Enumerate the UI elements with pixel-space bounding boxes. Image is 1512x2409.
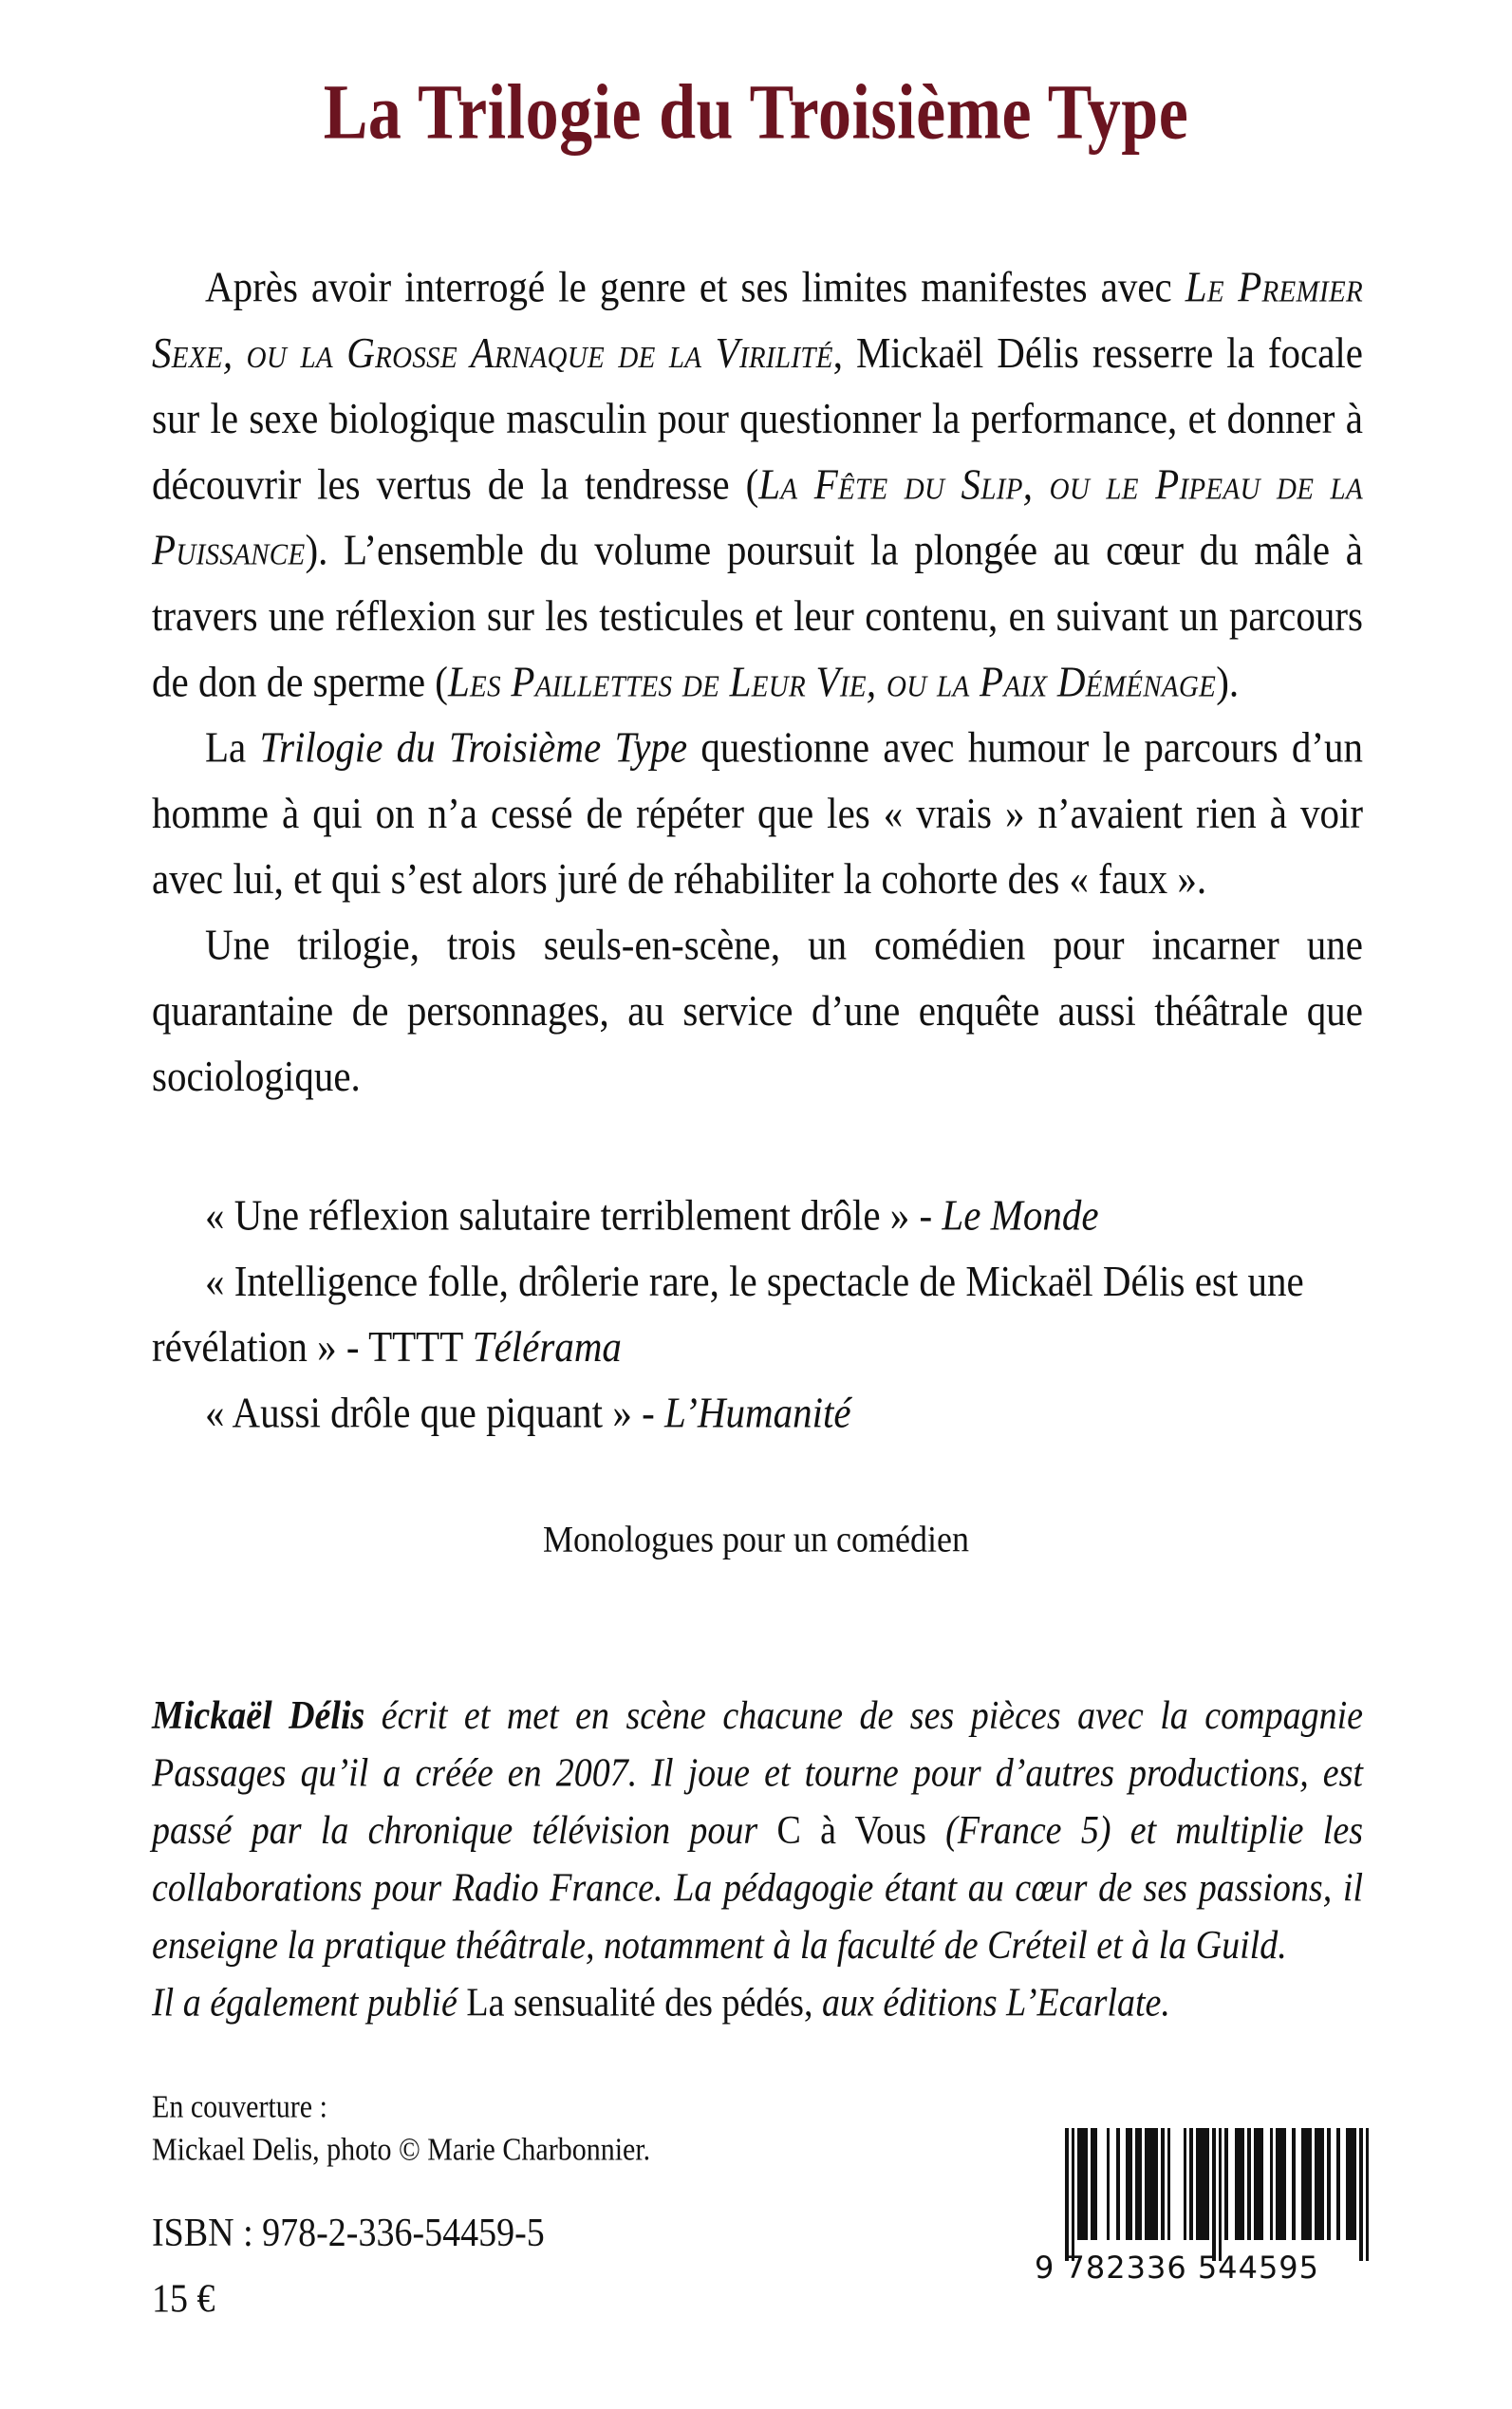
press-quote-3-text: « Aussi drôle que piquant » - xyxy=(205,1388,664,1437)
isbn-number: ISBN : 978-2-336-54459-5 xyxy=(152,2211,545,2256)
barcode xyxy=(1035,2128,1376,2318)
press-quote-3-source: L’Humanité xyxy=(663,1388,851,1437)
press-quote-1-text: « Une réflexion salutaire terriblement drôle » - xyxy=(205,1190,943,1240)
author-bio-other-publication xyxy=(152,1975,1363,2033)
press-quote-1 xyxy=(152,1183,1363,1248)
blurb-p2-seg2: questionne avec humour le parcours d’un homme à qui on n’a cessé de répéter que les « vrais » n’avaient rien à voir avec lui, et qui s’est alors juré de réhabiliter la cohorte des « faux ». xyxy=(152,722,1363,904)
blurb-paragraph-3: Une trilogie, trois seuls-en-scène, un comédien pour incarner une quarantaine de personnages, au service d’une enquête aussi théâtrale que sociologique. xyxy=(152,920,1363,1100)
blurb-text xyxy=(152,254,1363,1110)
blurb-paragraph-2 xyxy=(152,715,1363,912)
work-title-les-paillettes-de-leur-vie: Les Paillettes de Leur Vie, ou la Paix Déménage xyxy=(447,657,1217,706)
press-quote-2-source: Télérama xyxy=(472,1322,622,1371)
blurb-p1-seg4: ). xyxy=(1216,657,1240,706)
work-title-trilogie-du-troisieme-type: Trilogie du Troisième Type xyxy=(259,722,688,772)
press-quotes xyxy=(152,1183,1363,1446)
blurb-p1-seg1: Après avoir interrogé le genre et ses limites manifestes avec xyxy=(205,262,1185,311)
tv-show-c-a-vous: C à Vous xyxy=(776,1808,926,1853)
work-title-la-fete-du-slip: La Fête du Slip, ou le Pipeau de la Puissance xyxy=(152,459,1363,574)
tagline: Monologues pour un comédien xyxy=(543,1518,969,1560)
barcode-digits: 9 782336 544595 xyxy=(1035,2250,1320,2286)
press-quote-1-source: Le Monde xyxy=(942,1190,1099,1240)
work-title-le-premier-sexe: Le Premier Sexe, ou la Grosse Arnaque de la Virilité xyxy=(152,262,1364,377)
cover-credits-photo: Mickael Delis, photo © Marie Charbonnier. xyxy=(152,2132,651,2168)
price: 15 € xyxy=(152,2276,215,2322)
press-quote-3 xyxy=(152,1380,1363,1446)
author-bio-line2-seg2: aux éditions L’Ecarlate. xyxy=(812,1981,1170,2026)
author-bio-line2-seg1: Il a également publié xyxy=(152,1981,467,2026)
author-bio-paragraph xyxy=(152,1688,1363,1975)
press-quote-2-rating: TTTT xyxy=(368,1322,473,1371)
press-quote-2 xyxy=(152,1248,1363,1380)
author-bio-seg2: (France 5) et multiplie les collaborations pour Radio France. La pédagogie étant au cœur de ses passions, il enseigne la pratique théâtrale, notamment à la faculté de Créteil et à la Guild. xyxy=(152,1808,1364,1968)
cover-credits xyxy=(152,2086,650,2172)
author-bio-seg1: écrit et met en scène chacune de ses pièces avec la compagnie Passages qu’il a créée en 2007. Il joue et tourne pour d’autres productions, est passé par la chronique télévision pour xyxy=(152,1693,1363,1853)
cover-credits-label: En couverture : xyxy=(152,2089,327,2125)
isbn-block xyxy=(152,2200,545,2332)
barcode-bars xyxy=(1065,2128,1369,2261)
other-book-title: La sensualité des pédés, xyxy=(466,1981,813,2026)
press-quote-2-text: « Intelligence folle, drôlerie rare, le spectacle de Mickaël Délis est une révélation » - xyxy=(152,1257,1304,1371)
blurb-p1-seg3: ). L’ensemble du volume poursuit la plongée au cœur du mâle à travers une réflexion sur les testicules et leur contenu, en suivant un parcours de don de sperme ( xyxy=(152,526,1363,706)
blurb-p1-seg2: , Mickaël Délis resserre la focale sur le sexe biologique masculin pour questionner la performance, et donner à découvrir les vertus de la tendresse ( xyxy=(152,328,1363,509)
page-title: La Trilogie du Troisième Type xyxy=(323,69,1189,157)
author-bio xyxy=(152,1688,1363,2032)
author-name: Mickaël Délis xyxy=(152,1693,365,1738)
blurb-p2-seg1: La xyxy=(205,722,260,772)
blurb-paragraph-1 xyxy=(152,254,1363,715)
